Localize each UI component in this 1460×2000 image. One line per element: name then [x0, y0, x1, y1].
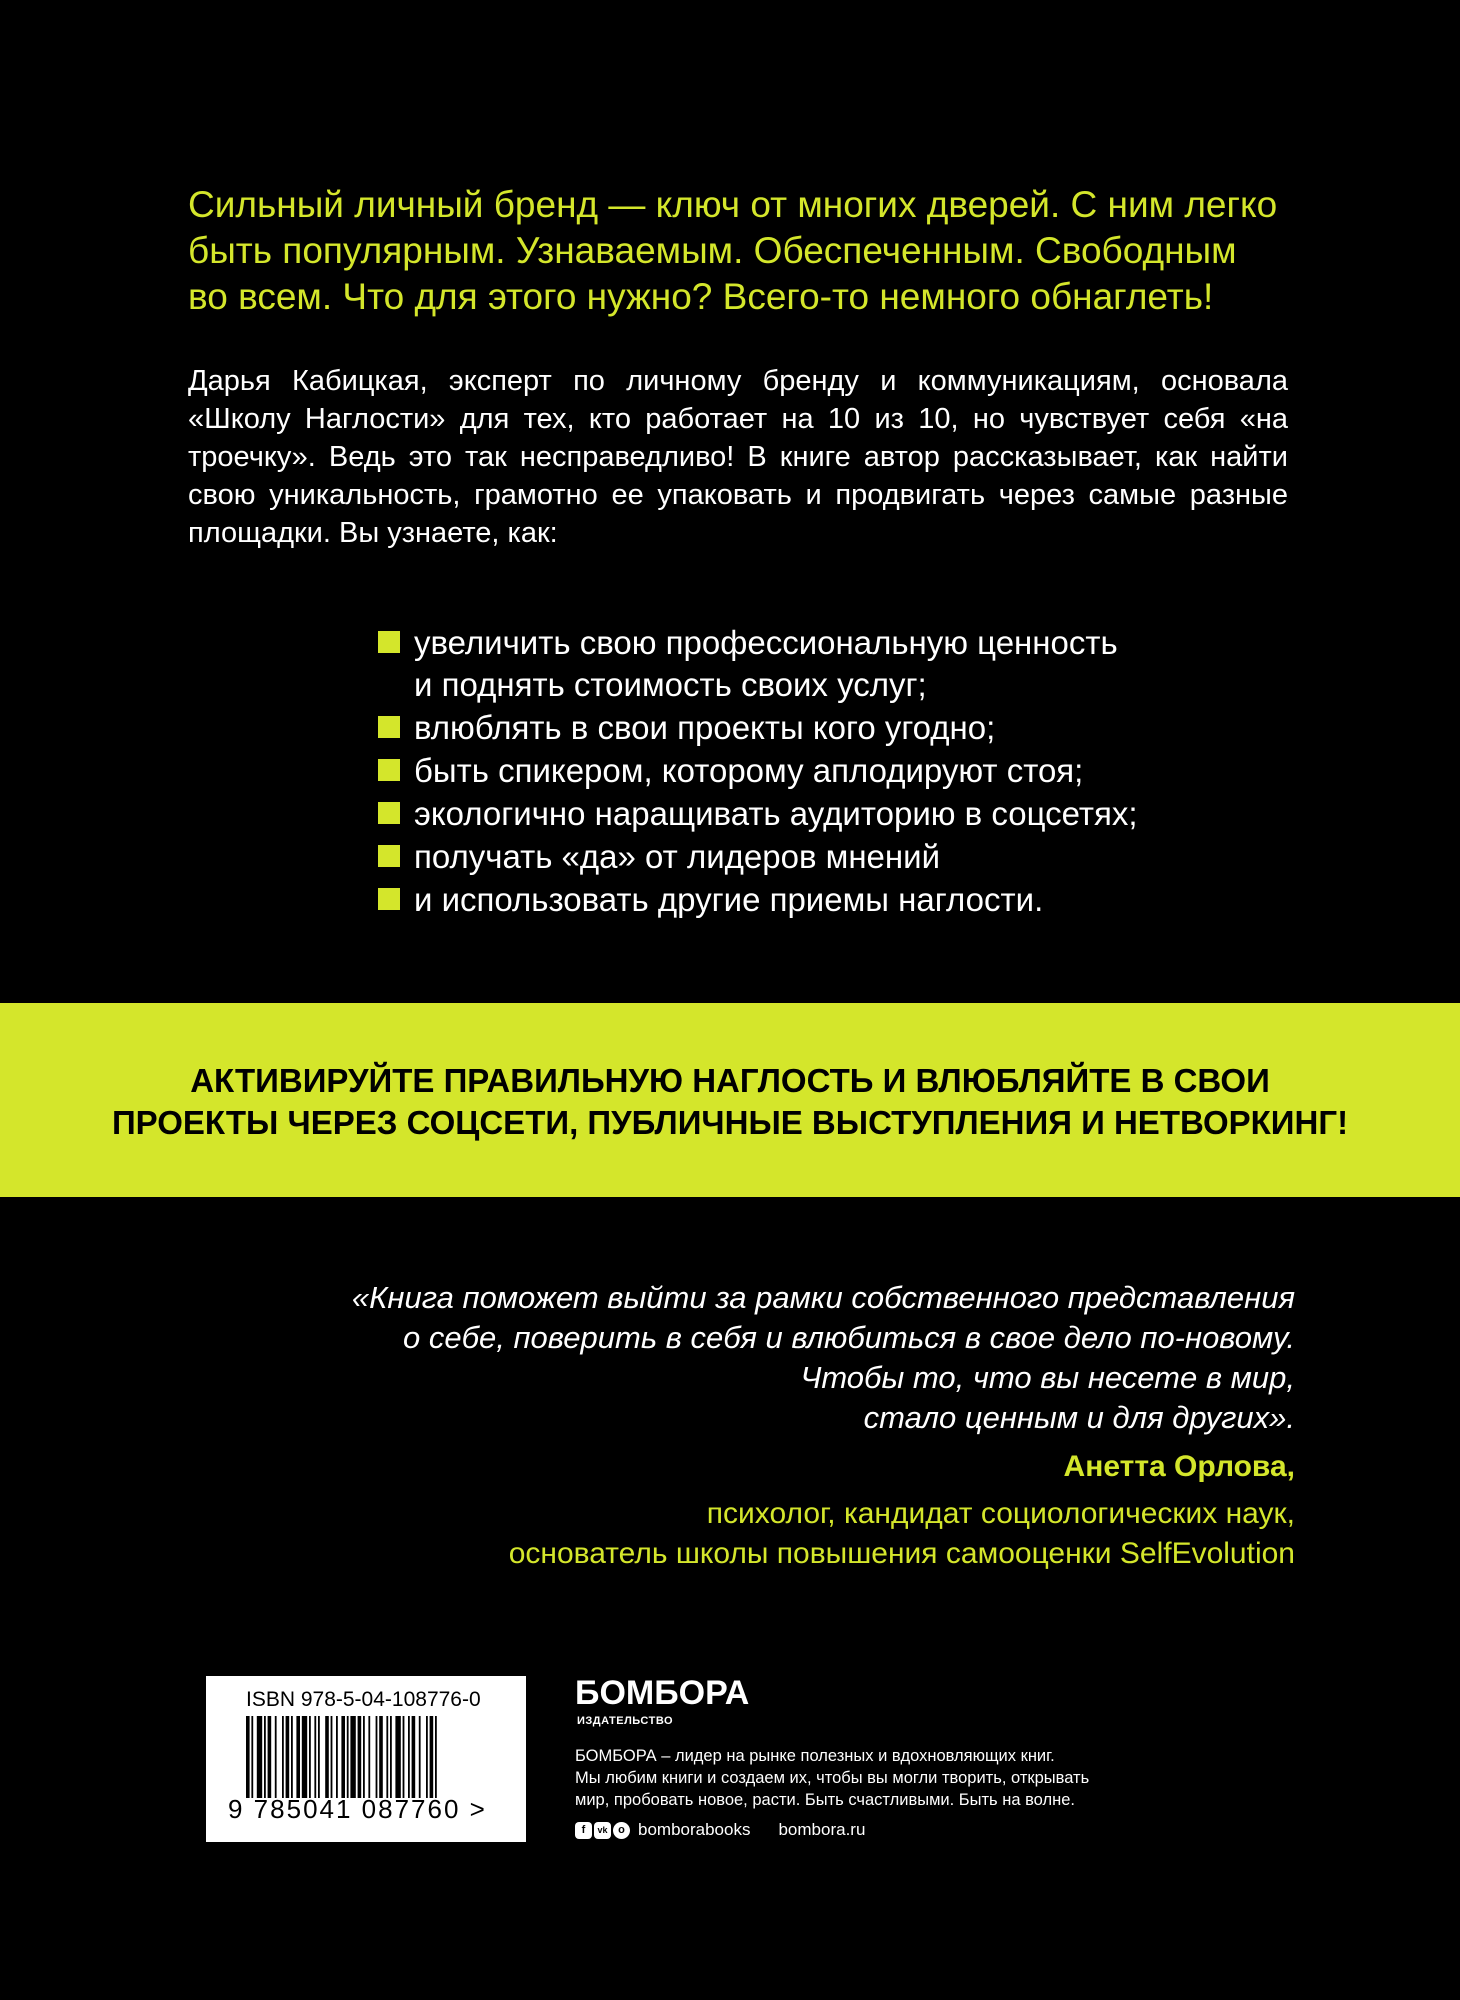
square-bullet-icon: [378, 888, 400, 910]
square-bullet-icon: [378, 802, 400, 824]
testimonial-quote: [200, 1278, 1295, 1438]
list-item: увеличить свою профессиональную ценность и поднять стоимость своих услуг;: [378, 622, 1278, 706]
square-bullet-icon: [378, 631, 400, 653]
facebook-icon[interactable]: f: [575, 1822, 592, 1839]
quote-author: Анетта Орлова,: [1063, 1450, 1295, 1483]
lead-line-2: быть популярным. Узнаваемым. Обеспеченным. Свободным: [188, 230, 1237, 271]
banner-text: [60, 1060, 1400, 1144]
website-link[interactable]: bombora.ru: [778, 1820, 866, 1839]
vk-icon[interactable]: vk: [594, 1822, 611, 1839]
description-paragraph: Дарья Кабицкая, эксперт по личному бренду и коммуникациям, основала «Школу Наглости» для тех, кто работает на 10 из 10, но чувствует себя «на троечку». Ведь это так несправедливо! В книге автор рассказывает, как найти свою уникальность, грамотно ее упаковать и продвигать через самые разные площадки. Вы узнаете, как:: [188, 365, 1288, 549]
barcode-icon: [246, 1716, 506, 1798]
banner-line-1: АКТИВИРУЙТЕ ПРАВИЛЬНУЮ НАГЛОСТЬ И ВЛЮБЛЯЙТЕ В СВОИ: [190, 1062, 1270, 1099]
lead-paragraph: [188, 182, 1293, 320]
banner-line-2: ПРОЕКТЫ ЧЕРЕЗ СОЦСЕТИ, ПУБЛИЧНЫЕ ВЫСТУПЛЕНИЯ И НЕТВОРКИНГ!: [111, 1104, 1349, 1141]
lead-line-3: во всем. Что для этого нужно? Всего-то немного обнаглеть!: [188, 276, 1214, 317]
publisher-about: БОМБОРА – лидер на рынке полезных и вдохновляющих книг. Мы любим книги и создаем их, чтобы вы могли творить, открывать мир, пробовать новое, расти. Быть счастливыми. Быть на волне.: [575, 1747, 1090, 1809]
quote-author-role: психолог, кандидат социологических наук, основатель школы повышения самооценки SelfEvolution: [508, 1497, 1295, 1570]
isbn-label: ISBN 978-5-04-108776-0: [246, 1688, 481, 1711]
quote-line-1: «Книга поможет выйти за рамки собственного представления: [351, 1280, 1295, 1315]
quote-line-3: Чтобы то, что вы несете в мир,: [800, 1360, 1295, 1395]
list-item: и использовать другие приемы наглости.: [378, 879, 1278, 921]
square-bullet-icon: [378, 716, 400, 738]
publisher-subtitle: ИЗДАТЕЛЬСТВО: [577, 1715, 674, 1727]
list-item: получать «да» от лидеров мнений: [378, 836, 1278, 878]
list-item: быть спикером, которому аплодируют стоя;: [378, 750, 1278, 792]
instagram-icon[interactable]: o: [613, 1822, 630, 1839]
quote-line-2: о себе, поверить в себя и влюбиться в свое дело по-новому.: [402, 1320, 1295, 1355]
list-item: влюблять в свои проекты кого угодно;: [378, 707, 1278, 749]
square-bullet-icon: [378, 759, 400, 781]
square-bullet-icon: [378, 845, 400, 867]
benefits-list: [378, 622, 1278, 922]
lead-line-1: Сильный личный бренд — ключ от многих дверей. С ним легко: [188, 184, 1278, 225]
list-item: экологично наращивать аудиторию в соцсетях;: [378, 793, 1278, 835]
social-handle[interactable]: bomborabooks: [638, 1820, 751, 1839]
barcode-digits: 9 785041 087760 >: [228, 1794, 487, 1824]
publisher-logo: БОМБОРА: [575, 1674, 750, 1712]
social-links: [575, 1818, 865, 1842]
quote-line-4: стало ценным и для других».: [863, 1400, 1295, 1435]
